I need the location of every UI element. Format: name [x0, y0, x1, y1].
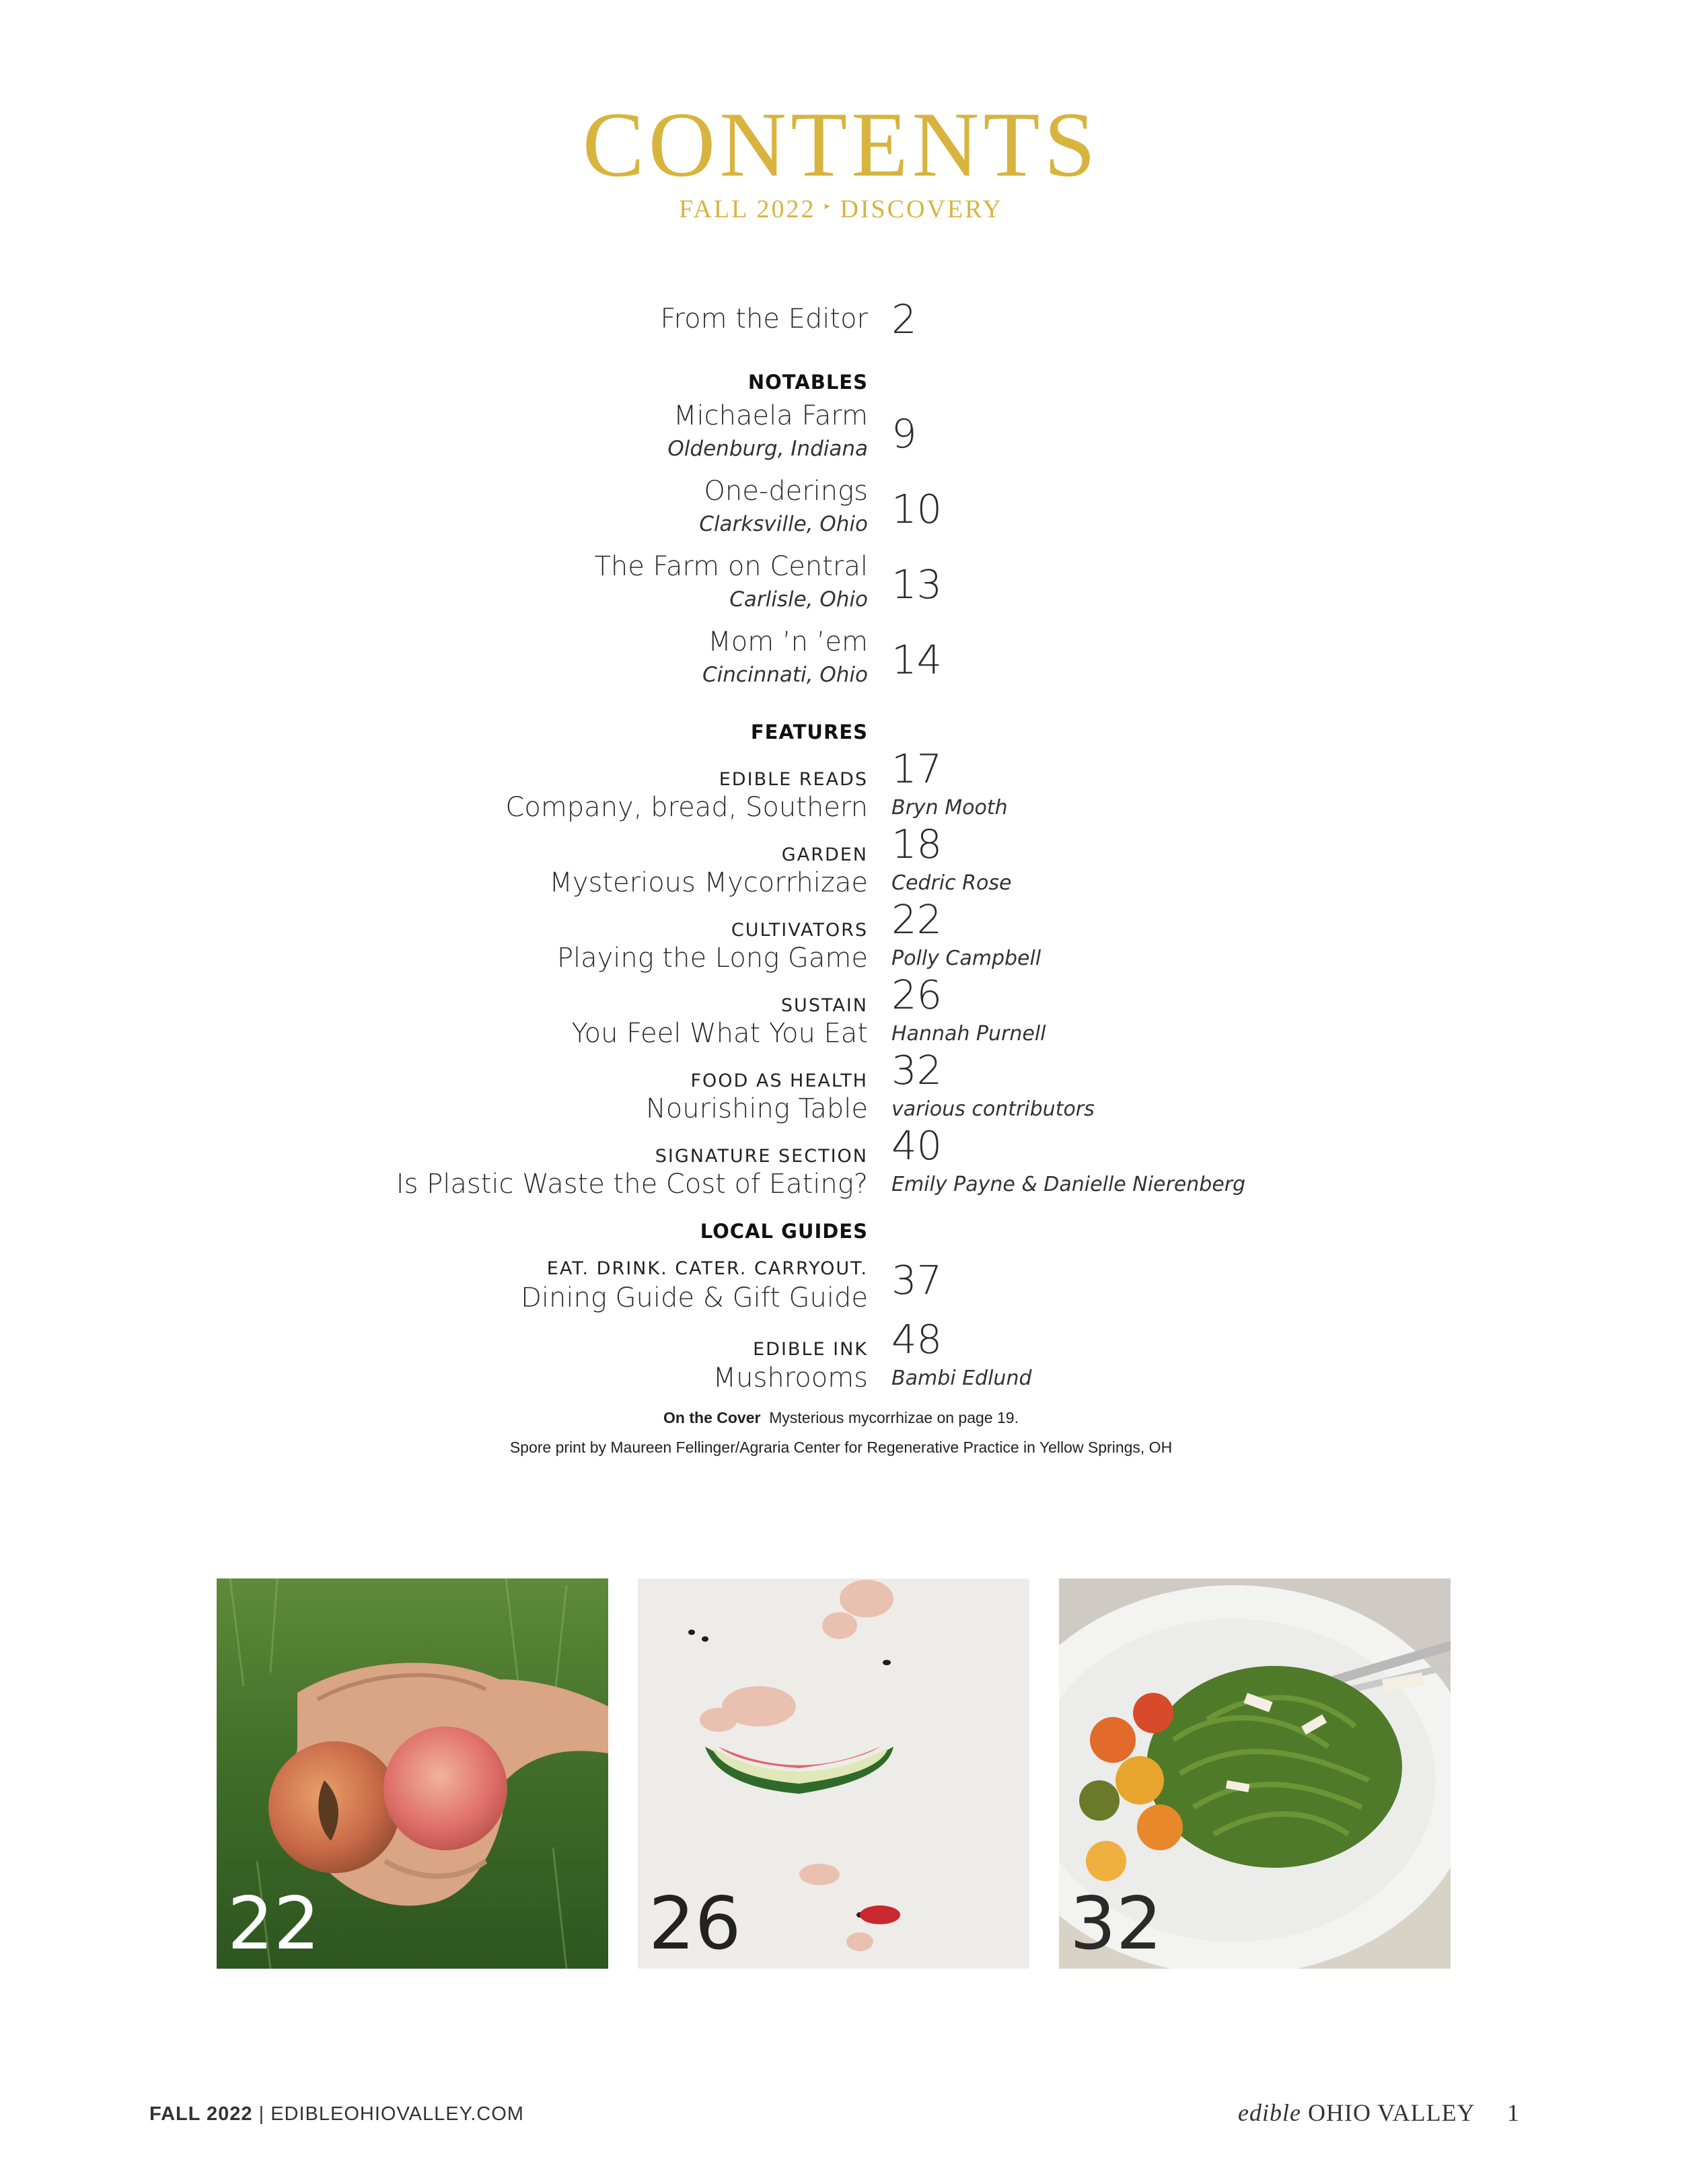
toc-page[interactable]: 40	[891, 1122, 943, 1169]
toc-location: Cincinnati, Ohio	[702, 663, 868, 687]
brand-name: OHIO VALLEY	[1307, 2099, 1475, 2126]
toc-title[interactable]: One-derings	[704, 476, 868, 507]
issue-subtitle	[0, 192, 1682, 225]
toc-location: Clarksville, Ohio	[699, 512, 868, 536]
toc-category: CULTIVATORS	[731, 920, 868, 941]
photo-page-number: 26	[649, 1882, 741, 1966]
toc-location: Carlisle, Ohio	[729, 587, 868, 612]
photo-peaches[interactable]	[217, 1578, 608, 1969]
footer-issue-label: FALL 2022	[149, 2103, 253, 2125]
section-heading-notables: NOTABLES	[747, 371, 868, 394]
toc-title[interactable]: Nourishing Table	[645, 1093, 868, 1124]
toc-author: Cedric Rose	[891, 871, 1012, 895]
cover-text: Mysterious mycorrhizae on page 19.	[769, 1409, 1019, 1426]
cover-label: On the Cover	[663, 1409, 761, 1426]
footer-issue	[149, 2102, 524, 2126]
photo-pesto-pasta[interactable]	[1059, 1578, 1451, 1969]
toc-title[interactable]: Michaela Farm	[673, 400, 868, 431]
toc-title[interactable]: Mushrooms	[712, 1362, 868, 1393]
photo-watermelon[interactable]	[638, 1578, 1029, 1969]
toc-page-editor[interactable]: 2	[891, 296, 917, 342]
footer-website-link[interactable]: EDIBLEOHIOVALLEY.COM	[270, 2103, 524, 2125]
toc-category: SIGNATURE SECTION	[655, 1146, 868, 1167]
toc-page[interactable]: 37	[891, 1257, 943, 1303]
toc-title-editor[interactable]: From the Editor	[660, 303, 868, 334]
toc-category: EDIBLE READS	[719, 769, 868, 790]
photo-page-number: 32	[1070, 1882, 1163, 1966]
toc-page[interactable]: 9	[891, 410, 917, 457]
separator-glyph: ‣	[822, 198, 834, 215]
toc-page[interactable]: 22	[891, 896, 943, 943]
photo-page-number: 22	[227, 1882, 320, 1966]
toc-title[interactable]: Mom ’n ’em	[708, 626, 868, 657]
footer-divider: |	[258, 2103, 265, 2125]
toc-page[interactable]: 13	[891, 561, 943, 608]
toc-author: various contributors	[891, 1097, 1095, 1121]
toc-category: EAT. DRINK. CATER. CARRYOUT.	[546, 1258, 868, 1279]
toc-category: SUSTAIN	[780, 995, 868, 1016]
toc-title[interactable]: Playing the Long Game	[556, 943, 868, 974]
footer-page-number: 1	[1507, 2099, 1519, 2126]
toc-page[interactable]: 32	[891, 1047, 943, 1093]
brand-prefix: edible	[1238, 2099, 1301, 2126]
toc-category: EDIBLE INK	[753, 1339, 868, 1360]
toc-author: Emily Payne & Danielle Nierenberg	[891, 1173, 1246, 1196]
toc-title[interactable]: You Feel What You Eat	[571, 1018, 868, 1049]
cover-credit: Spore print by Maureen Fellinger/Agraria Center for Regenerative Practice in Yellow Springs, OH	[509, 1439, 1173, 1456]
toc-author: Hannah Purnell	[891, 1022, 1046, 1046]
footer-brand	[1238, 2098, 1475, 2127]
page-title: CONTENTS	[582, 93, 1100, 196]
toc-page[interactable]: 18	[891, 821, 943, 867]
toc-author: Bambi Edlund	[891, 1367, 1032, 1390]
toc-page[interactable]: 10	[891, 486, 943, 532]
section-heading-features: FEATURES	[750, 721, 868, 743]
toc-category: GARDEN	[781, 844, 868, 865]
toc-title[interactable]: The Farm on Central	[594, 551, 868, 582]
cover-note	[0, 1408, 1682, 1428]
toc-title[interactable]: Company, bread, Southern	[505, 792, 868, 823]
toc-author: Bryn Mooth	[891, 796, 1008, 820]
toc-title[interactable]: Mysterious Mycorrhizae	[549, 867, 868, 898]
toc-page[interactable]: 14	[891, 636, 943, 683]
toc-author: Polly Campbell	[891, 947, 1041, 970]
toc-location: Oldenburg, Indiana	[667, 437, 868, 461]
theme-label: DISCOVERY	[840, 195, 1003, 223]
toc-page[interactable]: 26	[891, 972, 943, 1018]
section-heading-local-guides: LOCAL GUIDES	[700, 1220, 868, 1243]
toc-title[interactable]: Is Plastic Waste the Cost of Eating?	[396, 1169, 868, 1200]
toc-page[interactable]: 17	[891, 745, 943, 792]
toc-category: FOOD AS HEALTH	[690, 1070, 868, 1091]
toc-title[interactable]: Dining Guide & Gift Guide	[521, 1282, 868, 1313]
issue-label: FALL 2022	[679, 195, 816, 223]
toc-page[interactable]: 48	[891, 1316, 943, 1362]
